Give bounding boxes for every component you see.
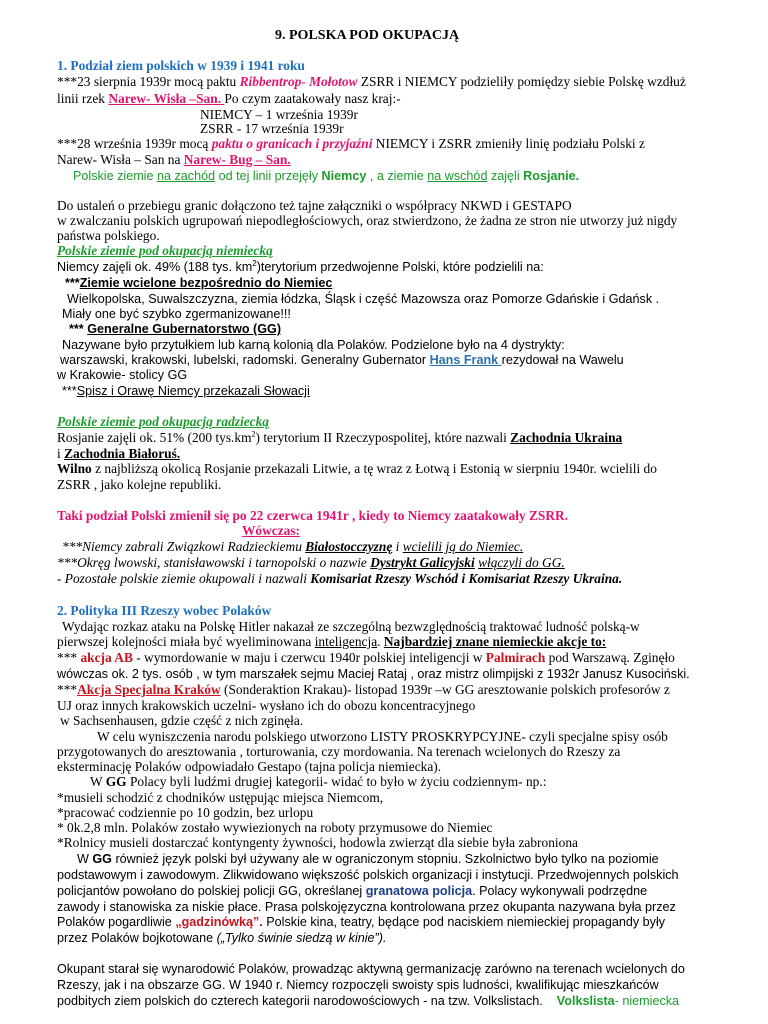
text-line: w Sachsenhausen, gdzie część z nich zginęła. xyxy=(60,713,304,728)
text-line: Wielkopolska, Suwalszczyzna, ziemia łódzka, Śląsk i część Mazowsza oraz Pomorze Gdańskie i Gdańsk . xyxy=(67,292,660,306)
text-line: wówczas ok. 2 tys. osób , w tym marszałek sejmu Maciej Rataj , oraz mistrz olimpijski z 1932r Janusz Kusociński. xyxy=(57,667,690,681)
section-2-heading: 2. Polityka III Rzeszy wobec Polaków xyxy=(57,603,272,618)
subheading-german-occupation: Polskie ziemie pod okupacją niemiecką xyxy=(57,243,273,258)
text-line: - Pozostałe polskie ziemie okupowali i nazwali Komisariat Rzeszy Wschód i Komisariat Rzeszy Ukraina. xyxy=(57,571,623,586)
text-line: *pracować codziennie po 10 godzin, bez urlopu xyxy=(57,805,314,820)
text-line: W celu wyniszczenia narodu polskiego utworzono LISTY PROSKRYPCYJNE- czyli specjalne spisy osób xyxy=(97,729,668,744)
text-line: Rosjanie zajęli ok. 51% (200 $tys.km^2$) terytorium II Rzeczypospolitej, które nazwali Zachodnia Ukraina xyxy=(57,429,623,445)
text-line: ***Niemcy zabrali Związkowi Radzieckiemu Białostocczyznę i wcielili ją do Niemiec. xyxy=(62,539,524,554)
text-line: Polaków pogardliwie „gadzinówką”. Polskie kina, teatry, będące pod naciskiem niemieckiej propagandy były xyxy=(57,915,666,929)
text-line: Wydając rozkaz ataku na Polskę Hitler nakazał ze szczególną bezwzględnością traktować ludność polską-w xyxy=(62,619,640,634)
text-line: policjantów powołano do polskiej policji GG, określanej granatowa policja. Polacy wykonywali podrzędne xyxy=(57,884,648,898)
text-line: ***28 września 1939r mocą paktu o granicach i przyjaźni NIEMCY i ZSRR zmieniły linię podziału Polski z xyxy=(57,136,645,151)
text-line: ***Okręg lwowski, stanisławowski i tarnopolski o nazwie Dystrykt Galicyjski włączyli do GG. xyxy=(57,555,565,570)
text-line: Okupant starał się wynarodowić Polaków, prowadząc aktywną germanizację zarówno na terenach wcielonych do xyxy=(57,962,685,976)
text-line: pierwszej kolejności miała być wyeliminowana inteligencja. Najbardziej znane niemieckie akcje to: xyxy=(57,634,607,649)
text-line: Polskie ziemie na zachód od tej linii przejęły Niemcy , a ziemie na wschód zajęli Rosjanie. xyxy=(73,169,580,183)
text-line: NIEMCY – 1 września 1939r xyxy=(200,107,358,122)
text-line: Taki podział Polski zmienił się po 22 czerwca 1941r , kiedy to Niemcy zaatakowały ZSRR. xyxy=(57,508,569,523)
text-line: linii rzek Narew- Wisła –San. Po czym zaatakowały nasz kraj:- xyxy=(57,91,401,106)
subheading-soviet-occupation: Polskie ziemie pod okupacją radziecką xyxy=(57,414,269,429)
text-line: ***Akcja Specjalna Kraków (Sonderaktion Krakau)- listopad 1939r –w GG aresztowanie polskich profesorów z xyxy=(57,682,670,697)
text-line: ZSRR - 17 września 1939r xyxy=(200,121,344,136)
text-line: UJ oraz innych krakowskich uczelni- wysłano ich do obozu koncentracyjnego xyxy=(57,698,476,713)
text-line: Rzeszy, jak i na obszarze GG. W 1940 r. Niemcy rozpoczęli swoisty spis ludności, kwalifikując mieszkańców xyxy=(57,978,659,992)
text-line: *Rolnicy musieli dostarczać kontyngenty żywności, hodowla zwierząt dla siebie była zabroniona xyxy=(57,835,578,850)
text-line: *musieli schodzić z chodników ustępując miejsca Niemcom, xyxy=(57,790,384,805)
text-line: zawody i stanowiska za niskie płace. Prasa polskojęzyczna kontrolowana przez okupanta nazywana była przez xyxy=(57,900,676,914)
text-line: Niemcy zajęli ok. 49% (188 tys. $km^2)terytorium$ przedwojenne Polski, które podzielili na: xyxy=(57,258,544,274)
text-line: * 0k.2,8 mln. Polaków zostało wywiezionych na roboty przymusowe do Niemiec xyxy=(57,820,493,835)
text-line: eksterminację Polaków odpowiadało Gestapo (tajna policja niemiecka). xyxy=(57,759,442,774)
text-line: podbitych ziem polskich do czterech kategorii narodowościowych - na tzw. Volkslistach. Volkslista- niemiecka xyxy=(57,994,680,1008)
text-line: Wilno z najbliższą okolicą Rosjanie przekazali Litwie, a tę wraz z Łotwą i Estonią w sierpniu 1940r. wcielili do xyxy=(57,461,657,476)
text-line: przygotowanych do aresztowania , torturowania, czy mordowania. Na terenach wcielonych do Rzeszy za xyxy=(57,744,621,759)
text-line: w Krakowie- stolicy GG xyxy=(57,368,188,382)
text-line: W GG również język polski był używany ale w ograniczonym stopniu. Szkolnictwo było tylko na poziomie xyxy=(77,852,659,866)
text-line: W GG Polacy byli ludźmi drugiej kategorii- widać to było w życiu codziennym- np.: xyxy=(90,774,547,789)
text-line: *** akcja AB - wymordowanie w maju i czerwcu 1940r polskiej inteligencji w Palmirach pod Warszawą. Zginęło xyxy=(57,650,675,665)
text-line: Wówczas: xyxy=(242,523,301,538)
text-line: Nazywane było przytułkiem lub karną kolonią dla Polaków. Podzielone było na 4 dystrykty: xyxy=(62,338,565,352)
text-line: warszawski, krakowski, lubelski, radomski. Generalny Gubernator Hans Frank rezydował na Wawelu xyxy=(60,353,624,367)
text-line: ZSRR , jako kolejne republiki. xyxy=(57,477,222,492)
text-line: ***Spisz i Orawę Niemcy przekazali Słowacji xyxy=(62,384,310,398)
text-line: państwa polskiego. xyxy=(57,228,160,243)
text-line: Do ustaleń o przebiegu granic dołączono też tajne załączniki o współpracy NKWD i GESTAPO xyxy=(57,198,572,213)
text-line: ***Ziemie wcielone bezpośrednio do Niemiec xyxy=(65,276,333,290)
text-line: podstawowym i zawodowym. Zlikwidowano większość polskich organizacji i instytucji. Przedwojennych polskich xyxy=(57,868,679,882)
text-line: przez Polaków bojkotowane („Tylko świnie siedzą w kinie”). xyxy=(57,931,387,945)
text-line: *** Generalne Gubernatorstwo (GG) xyxy=(69,322,282,336)
text-line: Narew- Wisła – San na Narew- Bug – San. xyxy=(57,152,291,167)
text-line: ***23 sierpnia 1939r mocą paktu Ribbentrop- Mołotow ZSRR i NIEMCY podzieliły pomiędzy siebie Polskę wzdłuż xyxy=(57,74,686,89)
text-line: w zwalczaniu polskich ugrupowań niepodległościowych, oraz stwierdzono, że żadna ze stron nie utworzy już nigdy xyxy=(57,213,678,228)
page-title: 9. POLSKA POD OKUPACJĄ xyxy=(275,28,460,43)
text-line: i Zachodnia Białoruś. xyxy=(57,446,181,461)
hans-frank-link: Hans Frank xyxy=(429,353,502,367)
section-1-heading: 1. Podział ziem polskich w 1939 i 1941 roku xyxy=(57,58,305,73)
text-line: Miały one być szybko zgermanizowane!!! xyxy=(62,307,291,321)
